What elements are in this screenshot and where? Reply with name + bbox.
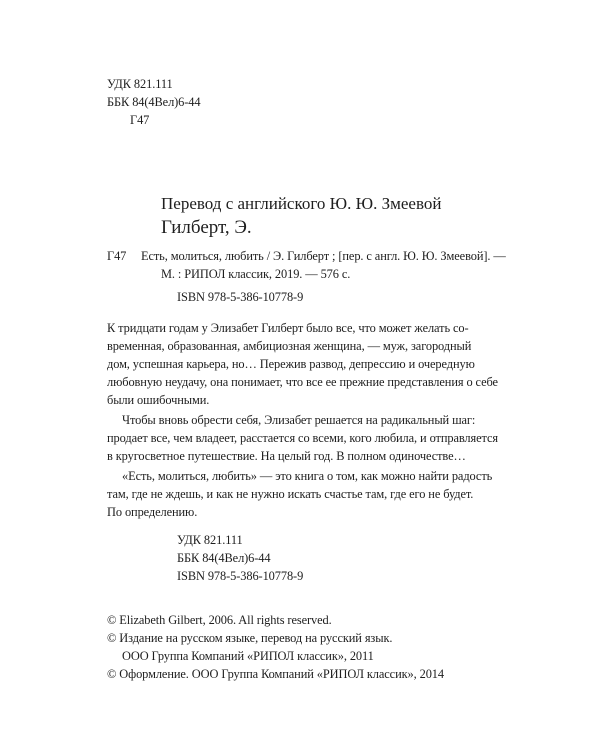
annotation-line: там, где не ждешь, и как не нужно искать счастье там, где его не будет. [107, 487, 474, 501]
annotation-line: дом, успешная карьера, но… Пережив развод, депрессию и очередную [107, 357, 475, 371]
copyright-line: ООО Группа Компаний «РИПОЛ классик», 2011 [122, 649, 374, 663]
bbk-code: ББК 84(4Вел)6-44 [107, 95, 201, 109]
annotation-line: временная, образованная, амбициозная женщина, — муж, загородный [107, 339, 472, 353]
bib-line-2: М. : РИПОЛ классик, 2019. — 576 с. [161, 267, 351, 281]
annotation-line: были ошибочными. [107, 393, 210, 407]
footer-udk: УДК 821.111 [177, 533, 243, 547]
annotation-line: К тридцати годам у Элизабет Гилберт было все, что может желать со- [107, 321, 469, 335]
bib-code: Г47 [107, 249, 127, 263]
author-heading: Гилберт, Э. [161, 217, 252, 238]
annotation-line: Чтобы вновь обрести себя, Элизабет решается на радикальный шаг: [122, 413, 476, 427]
bib-isbn: ISBN 978-5-386-10778-9 [177, 290, 304, 304]
copyright-line: © Издание на русском языке, перевод на русский язык. [107, 631, 393, 645]
annotation-line: продает все, чем владеет, расстается со всеми, кого любила, и отправляется [107, 431, 498, 445]
footer-bbk: ББК 84(4Вел)6-44 [177, 551, 271, 565]
annotation-line: «Есть, молиться, любить» — это книга о том, как можно найти радость [122, 469, 493, 483]
copyright-line: © Elizabeth Gilbert, 2006. All rights reserved. [107, 613, 332, 627]
author-mark: Г47 [130, 113, 150, 127]
footer-isbn: ISBN 978-5-386-10778-9 [177, 569, 304, 583]
bib-line-1: Есть, молиться, любить / Э. Гилберт ; [пер. с англ. Ю. Ю. Змеевой]. — [141, 249, 506, 263]
annotation-line: По определению. [107, 505, 198, 519]
translator-line: Перевод с английского Ю. Ю. Змеевой [161, 194, 442, 213]
annotation-line: любовную неудачу, она понимает, что все ее прежние представления о себе [107, 375, 498, 389]
udk-code: УДК 821.111 [107, 77, 173, 91]
annotation-line: в кругосветное путешествие. На целый год. В полном одиночестве… [107, 449, 466, 463]
copyright-line: © Оформление. ООО Группа Компаний «РИПОЛ классик», 2014 [107, 667, 444, 681]
